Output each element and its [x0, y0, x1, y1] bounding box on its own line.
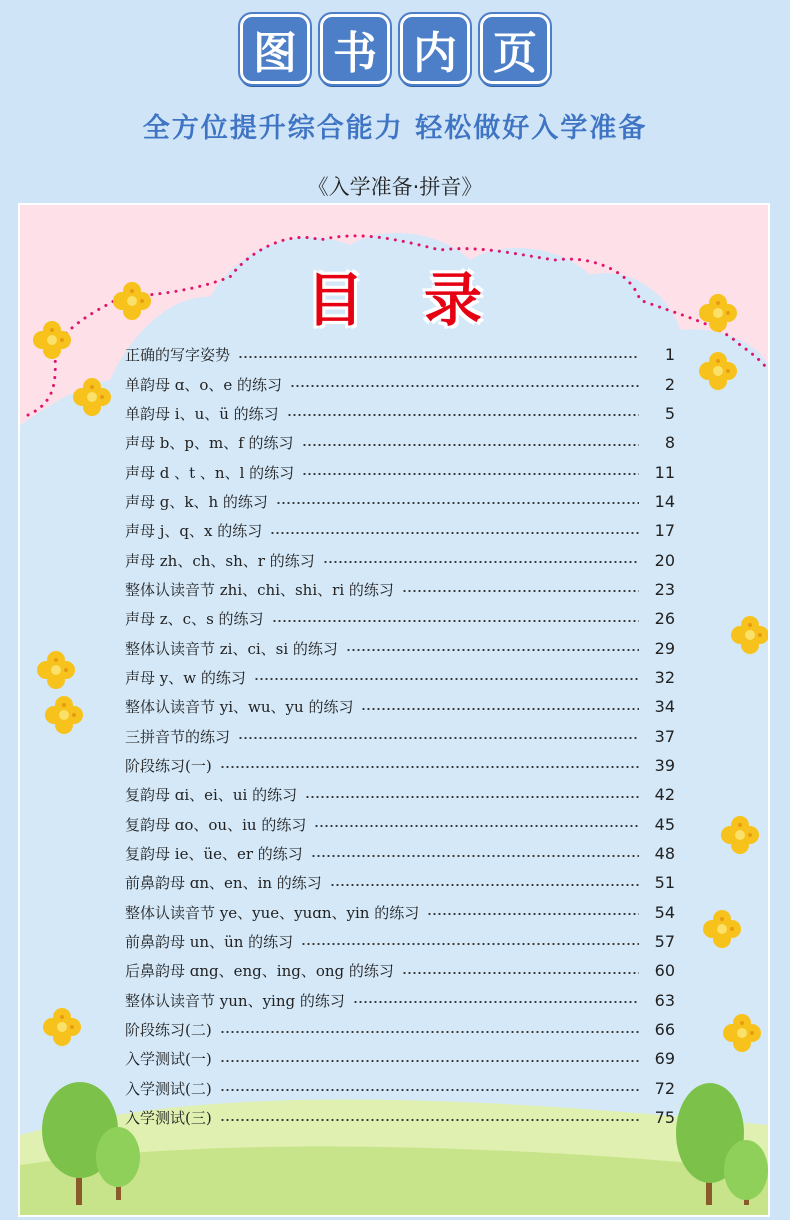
toc-label: 前鼻韵母 un、ün 的练习 [125, 933, 294, 952]
toc-leader-dots [361, 708, 639, 710]
toc-leader-dots [301, 943, 639, 945]
toc-row[interactable] [125, 633, 675, 662]
toc-row[interactable] [125, 457, 675, 486]
toc-label: 阶段练习(一) [125, 756, 212, 775]
toc-label: 整体认读音节 ye、yue、yuɑn、yin 的练习 [125, 903, 420, 922]
toc-row[interactable] [125, 721, 675, 750]
toc-page-number: 1 [664, 345, 675, 365]
toc-leader-dots [302, 473, 639, 475]
toc-row[interactable] [125, 1074, 675, 1103]
toc-label: 复韵母 ɑo、ou、iu 的练习 [125, 815, 307, 834]
toc-page-number: 72 [654, 1078, 675, 1098]
toc-label: 声母 y、w 的练习 [125, 668, 246, 687]
toc-leader-dots [346, 649, 639, 651]
toc-label: 入学测试(二) [125, 1079, 212, 1098]
toc-label: 单韵母 i、u、ü 的练习 [125, 404, 279, 423]
toc-row[interactable] [125, 780, 675, 809]
toc-page-number: 63 [654, 990, 675, 1010]
toc-leader-dots [238, 356, 639, 358]
toc-row[interactable] [125, 663, 675, 692]
toc-page-number: 48 [654, 844, 675, 864]
toc-title: 目录 [305, 266, 542, 334]
toc-row[interactable] [125, 1044, 675, 1073]
toc-label: 单韵母 ɑ、o、e 的练习 [125, 375, 283, 394]
toc-row[interactable] [125, 927, 675, 956]
toc-row[interactable] [125, 604, 675, 633]
toc-page-number: 45 [654, 814, 675, 834]
toc-label: 入学测试(一) [125, 1050, 212, 1069]
toc-leader-dots [276, 502, 639, 504]
toc-row[interactable] [125, 839, 675, 868]
toc-leader-dots [270, 532, 639, 534]
toc-label: 整体认读音节 yi、wu、yu 的练习 [125, 698, 354, 717]
toc-row[interactable] [125, 575, 675, 604]
toc-page-number: 57 [654, 932, 675, 952]
toc-row[interactable] [125, 545, 675, 574]
toc-page-number: 32 [654, 667, 675, 687]
header-tile: 内 [400, 14, 470, 84]
toc-leader-dots [323, 561, 639, 563]
toc-page-number: 5 [664, 403, 675, 423]
toc-leader-dots [311, 855, 639, 857]
toc-page-number: 11 [654, 462, 675, 482]
toc-leader-dots [305, 796, 639, 798]
toc-row[interactable] [125, 986, 675, 1015]
header-tiles [0, 14, 790, 84]
toc-row[interactable] [125, 340, 675, 369]
header-tile: 书 [320, 14, 390, 84]
toc-leader-dots [330, 884, 639, 886]
toc-page-number: 42 [654, 785, 675, 805]
toc-label: 三拼音节的练习 [125, 727, 231, 746]
toc-row[interactable] [125, 751, 675, 780]
toc-leader-dots [314, 825, 639, 827]
toc-leader-dots [353, 1001, 639, 1003]
toc-label: 声母 d 、t 、n、l 的练习 [125, 463, 295, 482]
toc-label: 入学测试(三) [125, 1109, 212, 1128]
toc-page [18, 203, 770, 1217]
toc-row[interactable] [125, 516, 675, 545]
toc-leader-dots [220, 1089, 639, 1091]
subtitle: 全方位提升综合能力 轻松做好入学准备 [142, 113, 648, 144]
toc-label: 正确的写字姿势 [125, 346, 231, 365]
toc-leader-dots [302, 444, 639, 446]
toc-page-number: 60 [654, 961, 675, 981]
toc-label: 复韵母 ɑi、ei、ui 的练习 [125, 786, 298, 805]
toc-page-number: 69 [654, 1049, 675, 1069]
toc-label: 声母 zh、ch、sh、r 的练习 [125, 551, 315, 570]
toc-page-number: 20 [654, 550, 675, 570]
toc-row[interactable] [125, 487, 675, 516]
toc-row[interactable] [125, 1103, 675, 1132]
toc-row[interactable] [125, 1015, 675, 1044]
toc-row[interactable] [125, 692, 675, 721]
toc-leader-dots [402, 972, 639, 974]
toc-page-number: 51 [654, 873, 675, 893]
toc-label: 整体认读音节 zi、ci、si 的练习 [125, 639, 338, 658]
toc-leader-dots [220, 766, 639, 768]
toc-page-number: 34 [654, 697, 675, 717]
toc-row[interactable] [125, 399, 675, 428]
toc-list [125, 340, 675, 1132]
toc-row[interactable] [125, 369, 675, 398]
toc-page-number: 2 [664, 374, 675, 394]
toc-page-number: 29 [654, 638, 675, 658]
toc-leader-dots [254, 678, 639, 680]
toc-leader-dots [287, 414, 639, 416]
toc-label: 后鼻韵母 ɑng、eng、ing、ong 的练习 [125, 962, 394, 981]
toc-page-number: 17 [654, 521, 675, 541]
header-tile: 页 [480, 14, 550, 84]
toc-leader-dots [402, 590, 639, 592]
toc-label: 声母 z、c、s 的练习 [125, 610, 264, 629]
toc-page-number: 37 [654, 726, 675, 746]
toc-page-number: 66 [654, 1020, 675, 1040]
toc-leader-dots [220, 1060, 639, 1062]
toc-label: 整体认读音节 zhi、chi、shi、ri 的练习 [125, 580, 394, 599]
toc-label: 整体认读音节 yun、ying 的练习 [125, 991, 345, 1010]
toc-label: 声母 g、k、h 的练习 [125, 492, 268, 511]
toc-leader-dots [427, 913, 639, 915]
toc-row[interactable] [125, 810, 675, 839]
toc-leader-dots [220, 1031, 639, 1033]
toc-page-number: 23 [654, 579, 675, 599]
header-tile: 图 [240, 14, 310, 84]
toc-label: 前鼻韵母 ɑn、en、in 的练习 [125, 874, 322, 893]
toc-label: 阶段练习(二) [125, 1021, 212, 1040]
toc-page-number: 75 [654, 1108, 675, 1128]
toc-label: 声母 b、p、m、f 的练习 [125, 434, 294, 453]
toc-page-number: 54 [654, 902, 675, 922]
toc-label: 复韵母 ie、üe、er 的练习 [125, 845, 303, 864]
toc-leader-dots [272, 620, 639, 622]
toc-leader-dots [290, 385, 639, 387]
toc-label: 声母 j、q、x 的练习 [125, 522, 263, 541]
toc-row[interactable] [125, 898, 675, 927]
toc-page-number: 14 [654, 491, 675, 511]
toc-row[interactable] [125, 956, 675, 985]
toc-leader-dots [220, 1119, 639, 1121]
toc-leader-dots [238, 737, 639, 739]
toc-row[interactable] [125, 428, 675, 457]
toc-page-number: 26 [654, 609, 675, 629]
toc-row[interactable] [125, 868, 675, 897]
toc-page-number: 8 [664, 433, 675, 453]
toc-page-number: 39 [654, 755, 675, 775]
book-title: 《入学准备·拼音》 [307, 175, 483, 199]
